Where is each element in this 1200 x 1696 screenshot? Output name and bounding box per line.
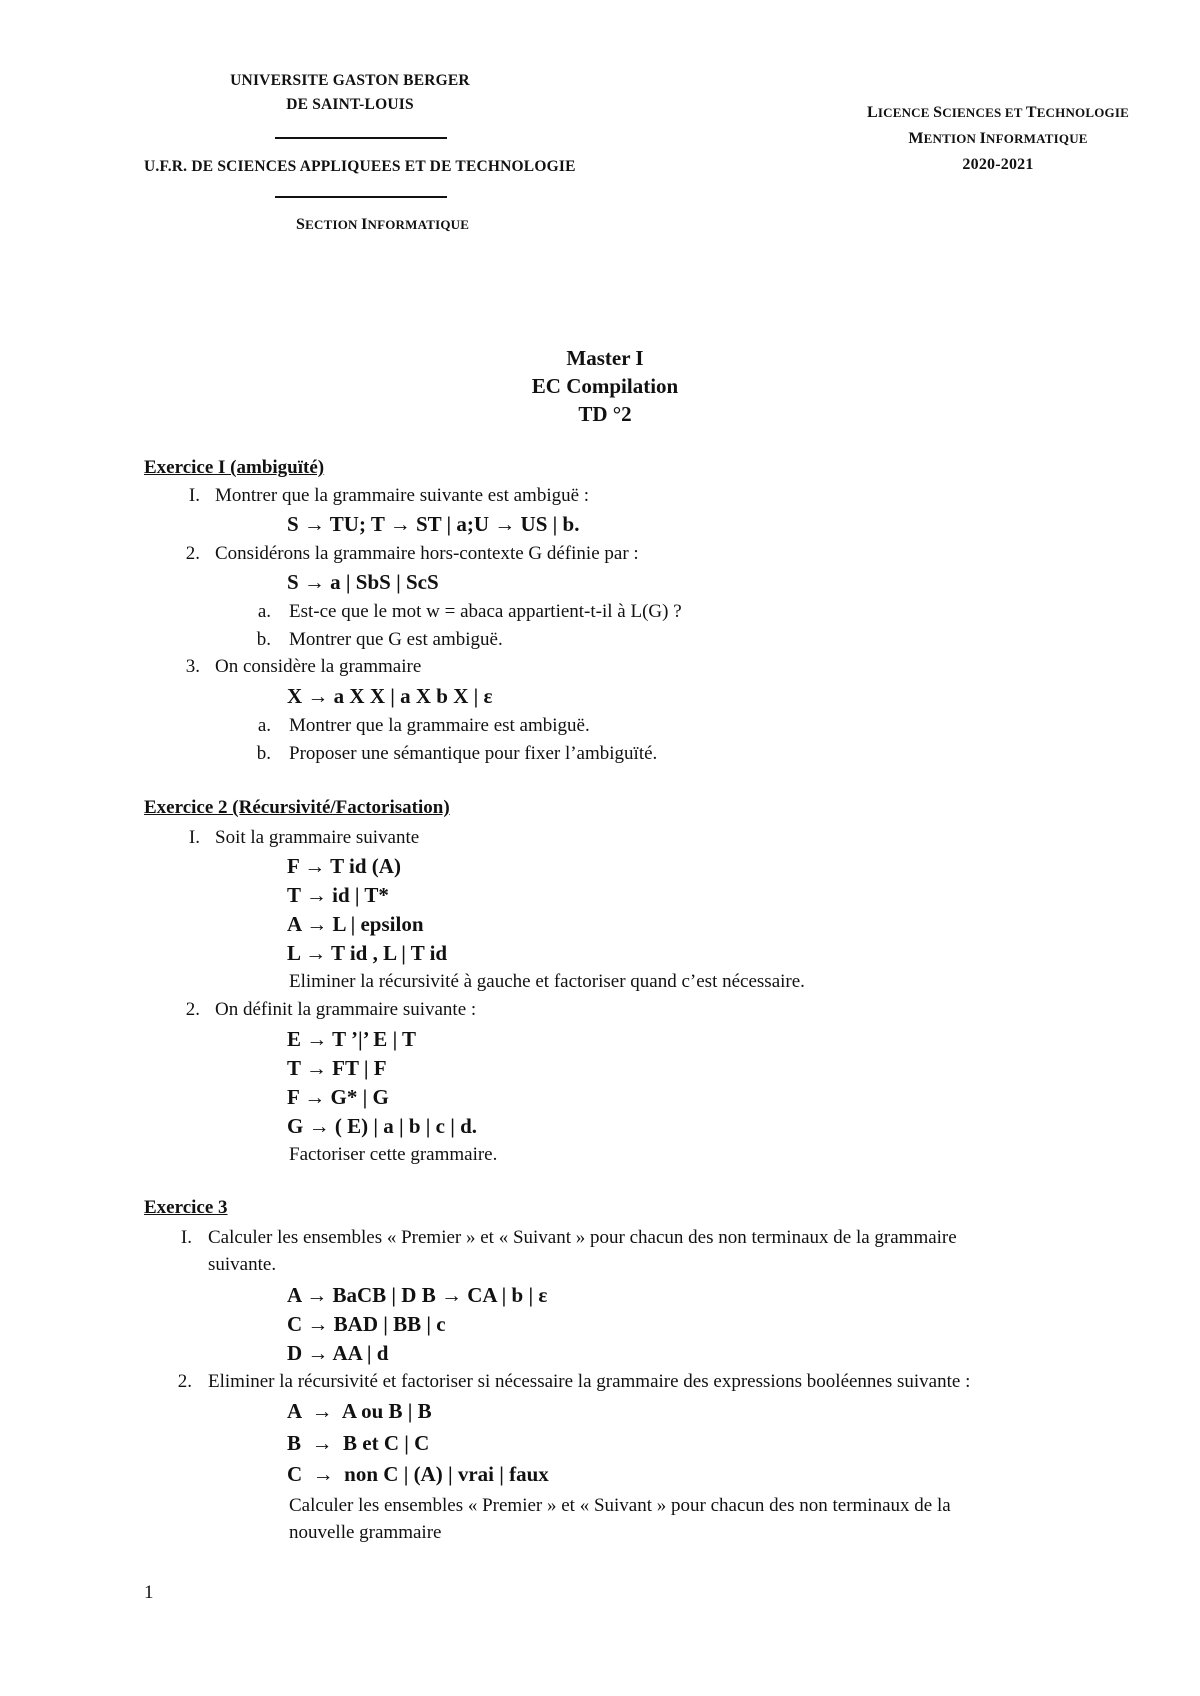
ex1-q2a-label: a. bbox=[257, 601, 271, 622]
ex3-q1-text-line1: Calculer les ensembles « Premier » et « Suivant » pour chacun des non terminaux de la grammaire bbox=[208, 1227, 957, 1248]
header-rule-1 bbox=[275, 137, 447, 139]
program-info bbox=[840, 100, 1156, 178]
university-line1: UNIVERSITE GASTON BERGER bbox=[230, 72, 470, 89]
ex2-q1-grammar-2: T → id | T* bbox=[287, 883, 389, 907]
ex2-q2-text: On définit la grammaire suivante : bbox=[215, 999, 477, 1020]
ex3-q2-grammar-3: C → non C | (A) | vrai | faux bbox=[287, 1462, 549, 1486]
ex1-q1-grammar: S → TU; T → ST | a;U → US | b. bbox=[287, 512, 580, 536]
page-number: 1 bbox=[144, 1582, 154, 1603]
ex3-q1-number: I. bbox=[180, 1227, 192, 1248]
ex2-q1-grammar-4: L → T id , L | T id bbox=[287, 941, 448, 965]
exercise3-title: Exercice 3 bbox=[144, 1197, 228, 1218]
ex2-q2-grammar-2: T → FT | F bbox=[287, 1056, 387, 1080]
header-rule-2 bbox=[275, 196, 447, 198]
ex1-q2b-text: Montrer que G est ambiguë. bbox=[289, 629, 503, 650]
ex2-q2-grammar-4: G → ( E) | a | b | c | d. bbox=[287, 1114, 478, 1138]
ex1-q2a-text: Est-ce que le mot w = abaca appartient-t-il à L(G) ? bbox=[289, 601, 682, 622]
ex3-q2-grammar-2: B → B et C | C bbox=[287, 1431, 430, 1455]
ex2-q1-number: I. bbox=[188, 827, 200, 848]
ex1-q2b-label: b. bbox=[256, 629, 271, 650]
ex2-q2-grammar-1: E → T ’|’ E | T bbox=[287, 1027, 417, 1051]
ex1-q3-text: On considère la grammaire bbox=[215, 656, 422, 677]
ex1-q1-text: Montrer que la grammaire suivante est ambiguë : bbox=[215, 485, 590, 506]
ex3-q2-instruction-line2: nouvelle grammaire bbox=[289, 1522, 442, 1543]
ex3-q1-grammar-3: D → AA | d bbox=[287, 1341, 389, 1365]
university-line2: DE SAINT-LOUIS bbox=[286, 96, 414, 113]
title-line2: EC Compilation bbox=[531, 374, 679, 398]
program-line: LICENCE SCIENCES ET TECHNOLOGIE bbox=[867, 104, 1129, 121]
ex1-q1-number: I. bbox=[188, 485, 200, 506]
ex1-q3-grammar: X → a X X | a X b X | ε bbox=[287, 684, 493, 708]
mention-line: MENTION INFORMATIQUE bbox=[908, 130, 1088, 147]
ex1-q2-number: 2. bbox=[185, 543, 200, 564]
ex2-q1-grammar-3: A → L | epsilon bbox=[287, 912, 424, 936]
ex1-q2-grammar: S → a | SbS | ScS bbox=[287, 570, 439, 594]
exercise1-title: Exercice I (ambiguïté) bbox=[144, 457, 325, 478]
title-line3: TD °2 bbox=[578, 402, 632, 426]
ex3-q2-instruction-line1: Calculer les ensembles « Premier » et « Suivant » pour chacun des non terminaux de la bbox=[289, 1495, 951, 1516]
academic-year: 2020-2021 bbox=[962, 156, 1034, 173]
ex1-q3b-label: b. bbox=[256, 743, 271, 764]
ex3-q2-number: 2. bbox=[177, 1371, 192, 1392]
ex3-q1-grammar-1: A → BaCB | D B → CA | b | ε bbox=[287, 1283, 548, 1307]
ex3-q1-grammar-2: C → BAD | BB | c bbox=[287, 1312, 446, 1336]
exercise2-title: Exercice 2 (Récursivité/Factorisation) bbox=[144, 797, 450, 818]
ex3-q2-grammar-1: A → A ou B | B bbox=[287, 1399, 432, 1423]
ex3-q1-text-line2: suivante. bbox=[208, 1254, 277, 1275]
ex1-q2-text: Considérons la grammaire hors-contexte G définie par : bbox=[215, 543, 639, 564]
ex1-q3a-label: a. bbox=[257, 715, 271, 736]
ex2-q1-instruction: Eliminer la récursivité à gauche et factoriser quand c’est nécessaire. bbox=[289, 971, 805, 992]
ex2-q1-text: Soit la grammaire suivante bbox=[215, 827, 420, 848]
ex1-q3-number: 3. bbox=[185, 656, 200, 677]
section-name: SECTION INFORMATIQUE bbox=[296, 216, 470, 233]
ex1-q3a-text: Montrer que la grammaire est ambiguë. bbox=[289, 715, 590, 736]
university-name bbox=[200, 72, 500, 114]
ex2-q1-grammar-1: F → T id (A) bbox=[287, 854, 401, 878]
ex2-q2-number: 2. bbox=[185, 999, 200, 1020]
title-line1: Master I bbox=[566, 346, 644, 370]
ex1-q3b-text: Proposer une sémantique pour fixer l’ambiguïté. bbox=[289, 743, 658, 764]
ufr-name: U.F.R. DE SCIENCES APPLIQUEES ET DE TECHNOLOGIE bbox=[144, 158, 576, 175]
ex2-q2-instruction: Factoriser cette grammaire. bbox=[289, 1144, 498, 1165]
ex2-q2-grammar-3: F → G* | G bbox=[287, 1085, 389, 1109]
ex3-q2-text: Eliminer la récursivité et factoriser si nécessaire la grammaire des expressions booléennes suivante : bbox=[208, 1371, 971, 1392]
document-title bbox=[450, 344, 760, 428]
